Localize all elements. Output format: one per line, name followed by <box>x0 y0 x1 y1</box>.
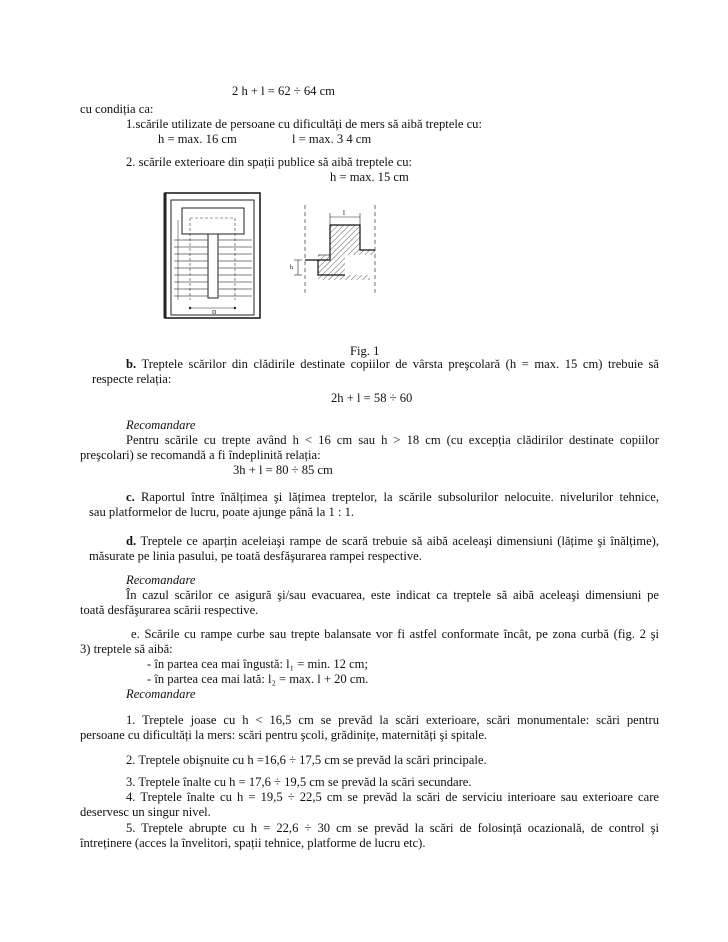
para-b-line1 <box>126 357 659 372</box>
rec3-title-wrap <box>126 687 195 702</box>
rec1-title-wrap <box>126 418 195 433</box>
para-c-line2: sau platformelor de lucru, poate ajunge până la 1 : 1. <box>89 505 355 519</box>
para-c-line1 <box>126 490 659 505</box>
formula-b: 2h + l = 58 ÷ 60 <box>331 391 413 405</box>
list-item-3: 3. Treptele înalte cu h = 17,6 ÷ 19,5 cm se prevăd la scări secundare. <box>126 775 472 789</box>
rec2-line2: toată desfăşurarea scării respective. <box>80 603 259 617</box>
para-d-line2: măsurate pe linia pasului, pe toată desfăşurarea rampei respective. <box>89 549 422 563</box>
item1-l-limit: l = max. 3 4 cm <box>292 132 372 146</box>
rec1-title: Recomandare <box>126 418 196 432</box>
para-e-bullet1: - în partea cea mai îngustă: l₁ = min. 12 cm; <box>147 657 368 671</box>
para-b-text: Treptele scărilor din clădirile destinate copiilor de vârsta preşcolară (h = max. 15 cm) trebuie să <box>141 357 660 371</box>
para-b-line2: respecte relația: <box>92 372 172 386</box>
para-e-text: Scările cu rampe curbe sau trepte balansate vor fi astfel conformate încât, pe zona curbă (fig. 2 şi <box>144 627 659 641</box>
item2-h-limit: h = max. 15 cm <box>330 170 409 184</box>
dimension-d-label: D <box>212 310 217 316</box>
para-c-letter: c. <box>126 490 135 504</box>
para-b-letter: b. <box>126 357 137 371</box>
rec3-title: Recomandare <box>126 687 196 701</box>
rec1-line1: Pentru scările cu trepte având h < 16 cm sau h > 18 cm (cu excepția clădirilor destinate copiilor <box>126 433 659 447</box>
para-d-letter: d. <box>126 534 137 548</box>
item1-h-limit: h = max. 16 cm <box>158 132 237 146</box>
step-section-drawing <box>290 205 390 295</box>
list-item-4-line2: deservesc un singur nivel. <box>80 805 211 819</box>
item1-number: 1. <box>126 117 136 131</box>
item1-text <box>126 117 482 132</box>
item2-text: 2. scările exterioare din spații publice să aibă treptele cu: <box>126 155 413 169</box>
rec2-line1: În cazul scărilor ce asigură şi/sau evacuarea, este indicat ca treptele să aibă aceleaşi dimensiuni pe <box>126 588 659 602</box>
staircase-plan-drawing <box>160 190 280 330</box>
item1-body: scările utilizate de persoane cu dificultăți de mers să aibă treptele cu: <box>135 117 482 131</box>
para-d-line1 <box>126 534 659 549</box>
condition-intro: cu condiția ca: <box>80 102 154 116</box>
dimension-l-label: l <box>343 209 345 217</box>
para-e-letter: e. <box>131 627 140 641</box>
rec1-line2: preşcolari) se recomandă a fi îndeplinită relația: <box>80 448 321 462</box>
para-e-line2: 3) treptele să aibă: <box>80 642 173 656</box>
list-item-1-line1: 1. Treptele joase cu h < 16,5 cm se prevăd la scări exterioare, scări monumentale: scări pentru <box>126 713 659 727</box>
list-item-2: 2. Treptele obişnuite cu h =16,6 ÷ 17,5 cm se prevăd la scări principale. <box>126 753 487 767</box>
list-item-5-line1: 5. Treptele abrupte cu h = 22,6 ÷ 30 cm se prevăd la scări de folosință ocazională, de control şi <box>126 821 659 835</box>
para-e-line1 <box>131 627 659 642</box>
list-item-4-line1: 4. Treptele înalte cu h = 19,5 ÷ 22,5 cm se prevăd la scări de serviciu interioare sau exterioare care <box>126 790 659 804</box>
rec2-title-wrap <box>126 573 195 588</box>
list-item-5-line2: întreținere (acces la învelitori, spații tehnice, platforme de lucru etc). <box>80 836 426 850</box>
figure-caption: Fig. 1 <box>350 344 380 358</box>
para-c-text: Raportul între înălțimea şi lățimea treptelor, la scările subsolurilor nelocuite. nivelurilor tehnice, <box>141 490 659 504</box>
rec2-title: Recomandare <box>126 573 196 587</box>
list-item-1-line2: persoane cu dificultăți la mers: scări pentru şcoli, grădinițe, maternități şi spitale. <box>80 728 488 742</box>
para-d-text: Treptele ce aparțin aceleiaşi rampe de scară trebuie să aibă aceleaşi dimensiuni (lățime şi înălțime), <box>140 534 660 548</box>
formula-rec1: 3h + l = 80 ÷ 85 cm <box>233 463 333 477</box>
para-e-bullet2: - în partea cea mai lată: l₂ = max. l + 20 cm. <box>147 672 369 686</box>
formula-2h-plus-l: 2 h + l = 62 ÷ 64 cm <box>232 84 335 98</box>
dimension-h-label: h <box>290 265 293 271</box>
